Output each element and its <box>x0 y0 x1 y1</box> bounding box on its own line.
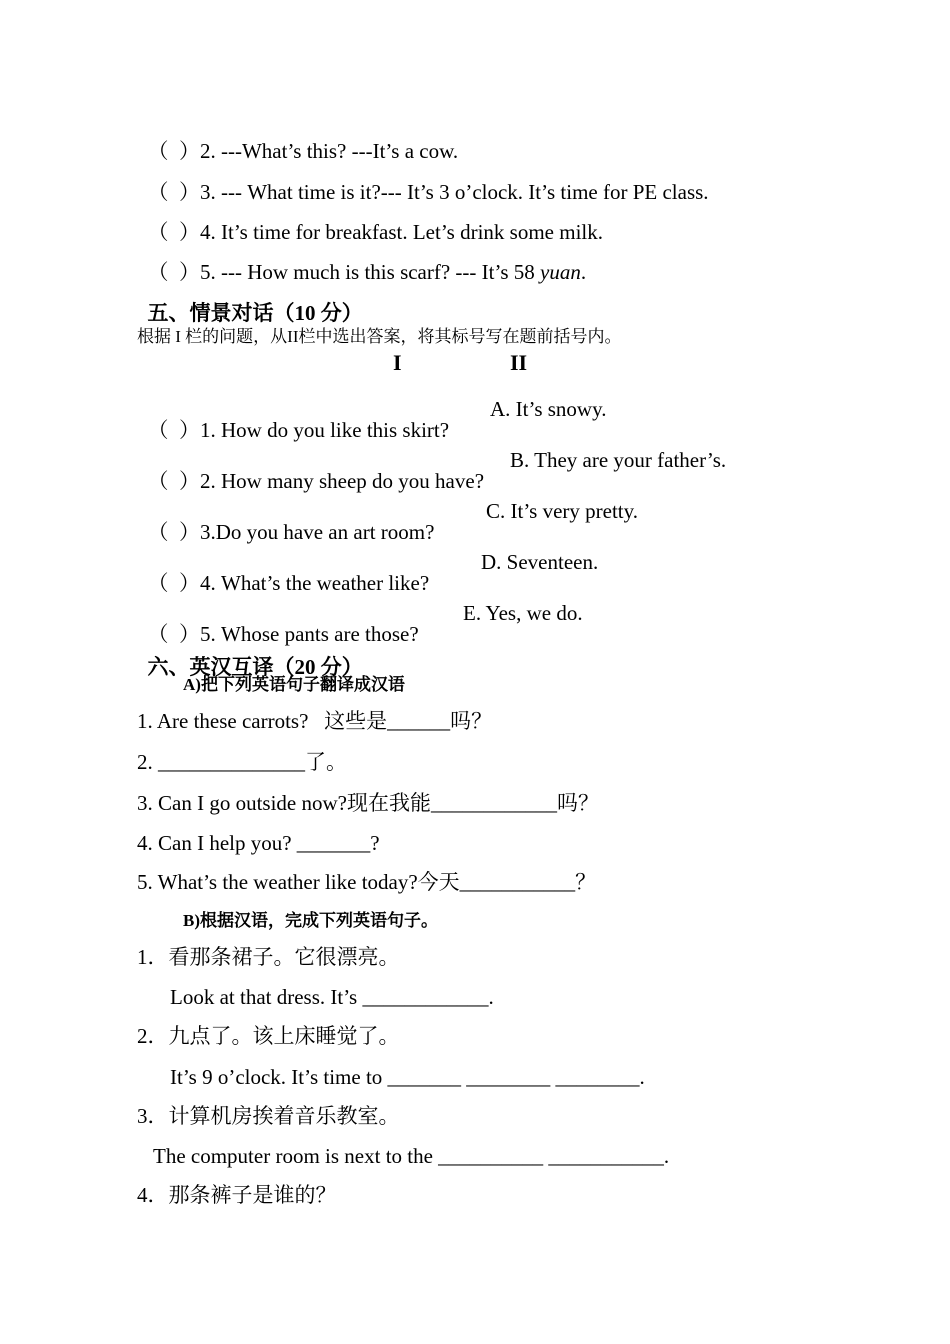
answer-paren: （ ） <box>147 469 200 493</box>
translate-item-3: 3. Can I go outside now?现在我能____________吗？ <box>137 791 599 815</box>
translate-item-2: 2. ______________了。 <box>137 750 347 774</box>
heading-end: 分） <box>315 655 363 679</box>
item-text: 4. It’s time for breakfast. Let’s drink some milk. <box>200 220 603 244</box>
item-text: 3. --- What time is it?--- It’s 3 o’clock. It’s time for PE class. <box>200 180 709 204</box>
heading-text: 六、英汉互译（ <box>147 655 295 679</box>
column-head-2: II <box>510 350 528 375</box>
match-answer-d: D. Seventeen. <box>481 550 599 574</box>
partB-title: B)根据汉语，完成下列英语句子。 <box>183 911 438 930</box>
item-text: 5. --- How much is this scarf? --- It’s 58 <box>200 260 540 284</box>
item-text-italic: yuan <box>540 260 581 284</box>
item-text-end: . <box>580 260 587 284</box>
section5-heading <box>137 282 363 324</box>
match-row-1 <box>137 399 449 441</box>
section4-item-3 <box>137 161 709 203</box>
answer-paren: （ ） <box>147 139 200 163</box>
heading-score: 20 <box>294 655 316 679</box>
answer-paren: （ ） <box>147 220 200 244</box>
answer-paren: （ ） <box>147 622 200 646</box>
complete-item-2-en: It’s 9 o’clock. It’s time to _______ ________ ________. <box>170 1065 645 1089</box>
translate-item-4: 4. Can I help you? _______? <box>137 831 380 855</box>
match-question: 2. How many sheep do you have? <box>200 469 485 493</box>
answer-paren: （ ） <box>147 180 200 204</box>
match-question: 1. How do you like this skirt? <box>200 418 450 442</box>
translate-item-1: 1. Are these carrots? 这些是______吗？ <box>137 709 493 733</box>
answer-paren: （ ） <box>147 571 200 595</box>
heading-score: 10 <box>294 301 316 325</box>
section4-item-5 <box>137 241 586 283</box>
heading-text: 五、情景对话（ <box>147 301 295 325</box>
match-answer-c: C. It’s very pretty. <box>486 499 639 523</box>
translate-item-5: 5. What’s the weather like today?今天___________？ <box>137 870 597 894</box>
complete-item-3-en: The computer room is next to the __________ ___________. <box>153 1144 670 1168</box>
section5-instruction: 根据 I 栏的问题，从II栏中选出答案，将其标号写在题前括号内。 <box>137 327 622 346</box>
match-row-4 <box>137 552 429 594</box>
item-text: 2. ---What’s this? ---It’s a cow. <box>200 139 459 163</box>
complete-item-2-cn: 2．九点了。该上床睡觉了。 <box>137 1024 400 1048</box>
answer-paren: （ ） <box>147 520 200 544</box>
section6-heading <box>137 636 363 678</box>
complete-item-1-en: Look at that dress. It’s ____________. <box>170 985 494 1009</box>
section4-item-2 <box>137 120 458 162</box>
complete-item-1-cn: 1．看那条裙子。它很漂亮。 <box>137 945 400 969</box>
match-row-3 <box>137 501 434 543</box>
answer-paren: （ ） <box>147 418 200 442</box>
match-question: 5. Whose pants are those? <box>200 622 419 646</box>
heading-end: 分） <box>315 301 363 325</box>
section4-item-4 <box>137 201 603 243</box>
answer-paren: （ ） <box>147 260 200 284</box>
partA-title: A)把下列英语句子翻译成汉语 <box>183 675 405 694</box>
match-question: 3.Do you have an art room? <box>200 520 435 544</box>
complete-item-3-cn: 3．计算机房挨着音乐教室。 <box>137 1104 400 1128</box>
match-answer-b: B. They are your father’s. <box>510 448 727 472</box>
match-question: 4. What’s the weather like? <box>200 571 430 595</box>
match-answer-e: E. Yes, we do. <box>463 601 583 625</box>
complete-item-4-cn: 4．那条裤子是谁的？ <box>137 1183 337 1207</box>
column-head-1: I <box>393 350 402 375</box>
match-answer-a: A. It’s snowy. <box>490 397 607 421</box>
match-row-2 <box>137 450 484 492</box>
